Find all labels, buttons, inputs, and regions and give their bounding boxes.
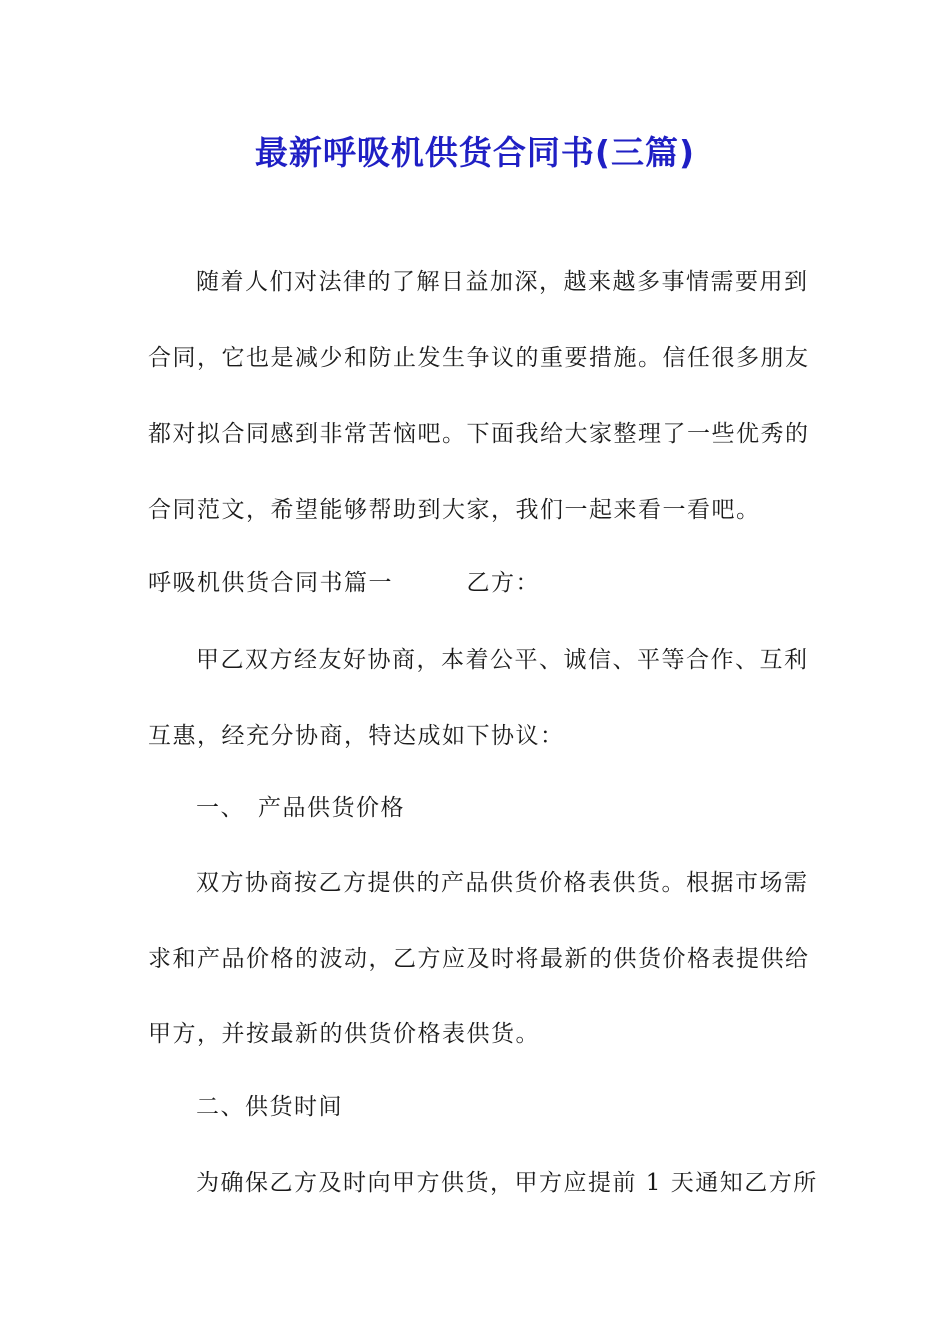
item2-line-1: 为确保乙方及时向甲方供货，甲方应提前 1 天通知乙方所 <box>196 1170 818 1196</box>
item1-heading: 一、 产品供货价格 <box>196 795 405 821</box>
intro-line-2: 合同，它也是减少和防止发生争议的重要措施。信任很多朋友 <box>148 345 810 371</box>
agreement-line-2: 互惠，经充分协商，特达成如下协议： <box>148 723 565 749</box>
item2-heading: 二、供货时间 <box>196 1094 343 1120</box>
agreement-line-1: 甲乙双方经友好协商，本着公平、诚信、平等合作、互利 <box>196 647 809 673</box>
intro-line-1: 随着人们对法律的了解日益加深，越来越多事情需要用到 <box>196 269 809 295</box>
document-title: 最新呼吸机供货合同书(三篇) <box>254 133 696 172</box>
intro-line-4: 合同范文，希望能够帮助到大家，我们一起来看一看吧。 <box>148 497 761 523</box>
item1-line-1: 双方协商按乙方提供的产品供货价格表供货。根据市场需 <box>196 870 809 896</box>
item1-line-2: 求和产品价格的波动，乙方应及时将最新的供货价格表提供给 <box>148 946 810 972</box>
section-heading: 呼吸机供货合同书篇一 乙方： <box>148 570 540 596</box>
item1-line-3: 甲方，并按最新的供货价格表供货。 <box>148 1021 540 1047</box>
intro-line-3: 都对拟合同感到非常苦恼吧。下面我给大家整理了一些优秀的 <box>148 421 810 447</box>
